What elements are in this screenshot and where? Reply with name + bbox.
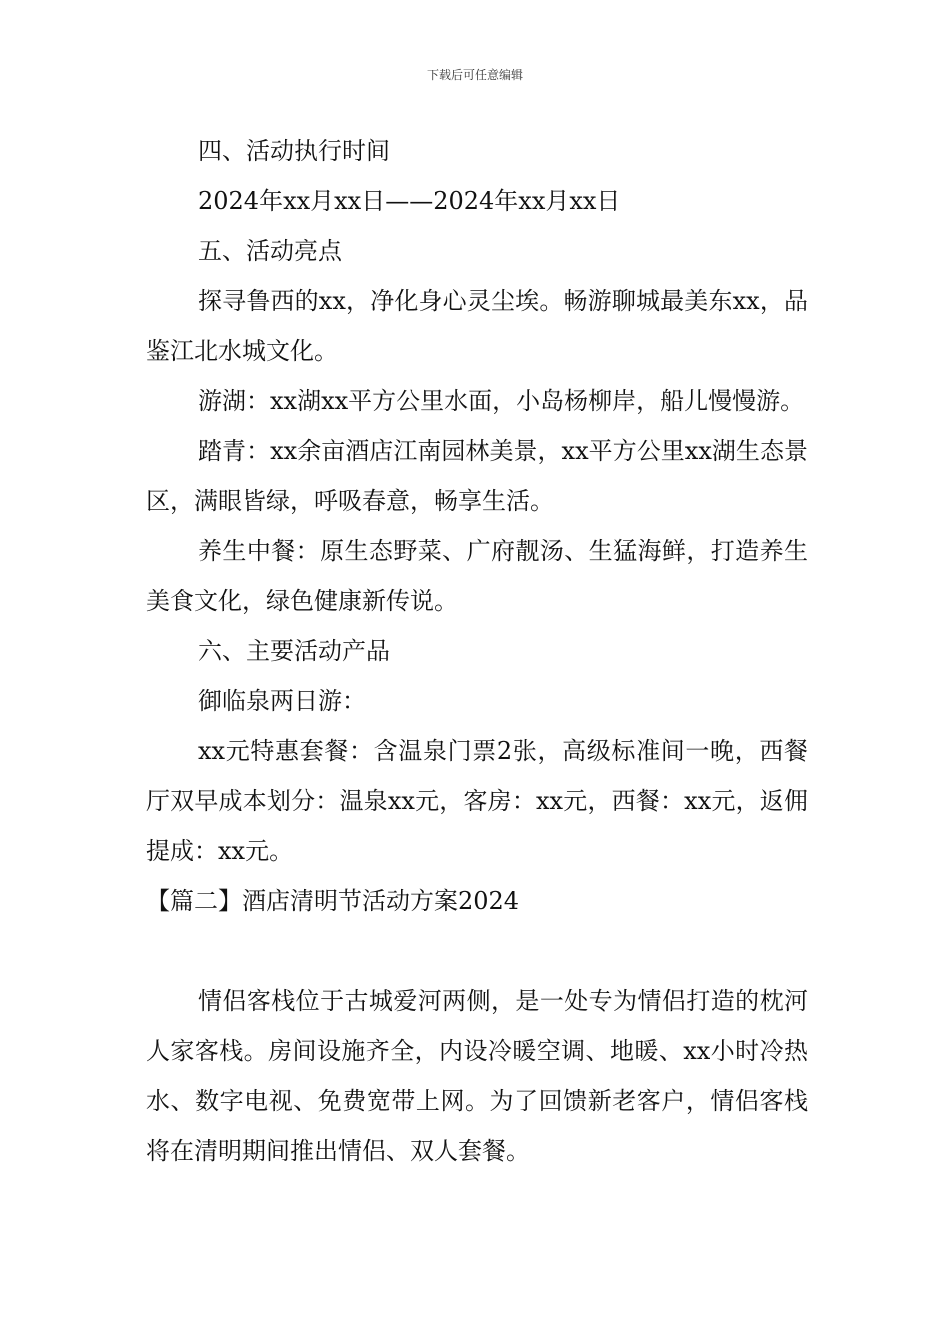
- blank-line: [146, 926, 808, 976]
- document-body: [146, 126, 808, 1176]
- highlight-green: 踏青：xx余亩酒店江南园林美景，xx平方公里xx湖生态景区，满眼皆绿，呼吸春意，畅享生活。: [146, 437, 808, 515]
- product-detail: xx元特惠套餐：含温泉门票2张，高级标准间一晚，西餐厅双早成本划分：温泉xx元，客房：xx元，西餐：xx元，返佣提成：xx元。: [146, 737, 808, 865]
- highlight-intro: 探寻鲁西的xx，净化身心灵尘埃。畅游聊城最美东xx，品鉴江北水城文化。: [146, 287, 808, 365]
- part-2-heading: 【篇二】酒店清明节活动方案2024: [146, 887, 520, 915]
- highlight-lunch: 养生中餐：原生态野菜、广府靓汤、生猛海鲜，打造养生美食文化，绿色健康新传说。: [146, 537, 808, 615]
- section-4-dates: 2024年xx月xx日——2024年xx月xx日: [198, 187, 621, 215]
- section-4-title: 四、活动执行时间: [198, 137, 390, 165]
- page-header: 下载后可任意编辑: [426, 68, 523, 82]
- section-6-title: 六、主要活动产品: [198, 637, 390, 665]
- highlight-lake: 游湖：xx湖xx平方公里水面，小岛杨柳岸，船儿慢慢游。: [198, 387, 805, 415]
- product-name: 御临泉两日游：: [198, 687, 366, 715]
- section-5-title: 五、活动亮点: [198, 237, 342, 265]
- part-2-body: 情侣客栈位于古城爱河两侧，是一处专为情侣打造的枕河人家客栈。房间设施齐全，内设冷暖空调、地暖、xx小时冷热水、数字电视、免费宽带上网。为了回馈新老客户，情侣客栈将在清明期间推出情侣、双人套餐。: [146, 987, 808, 1165]
